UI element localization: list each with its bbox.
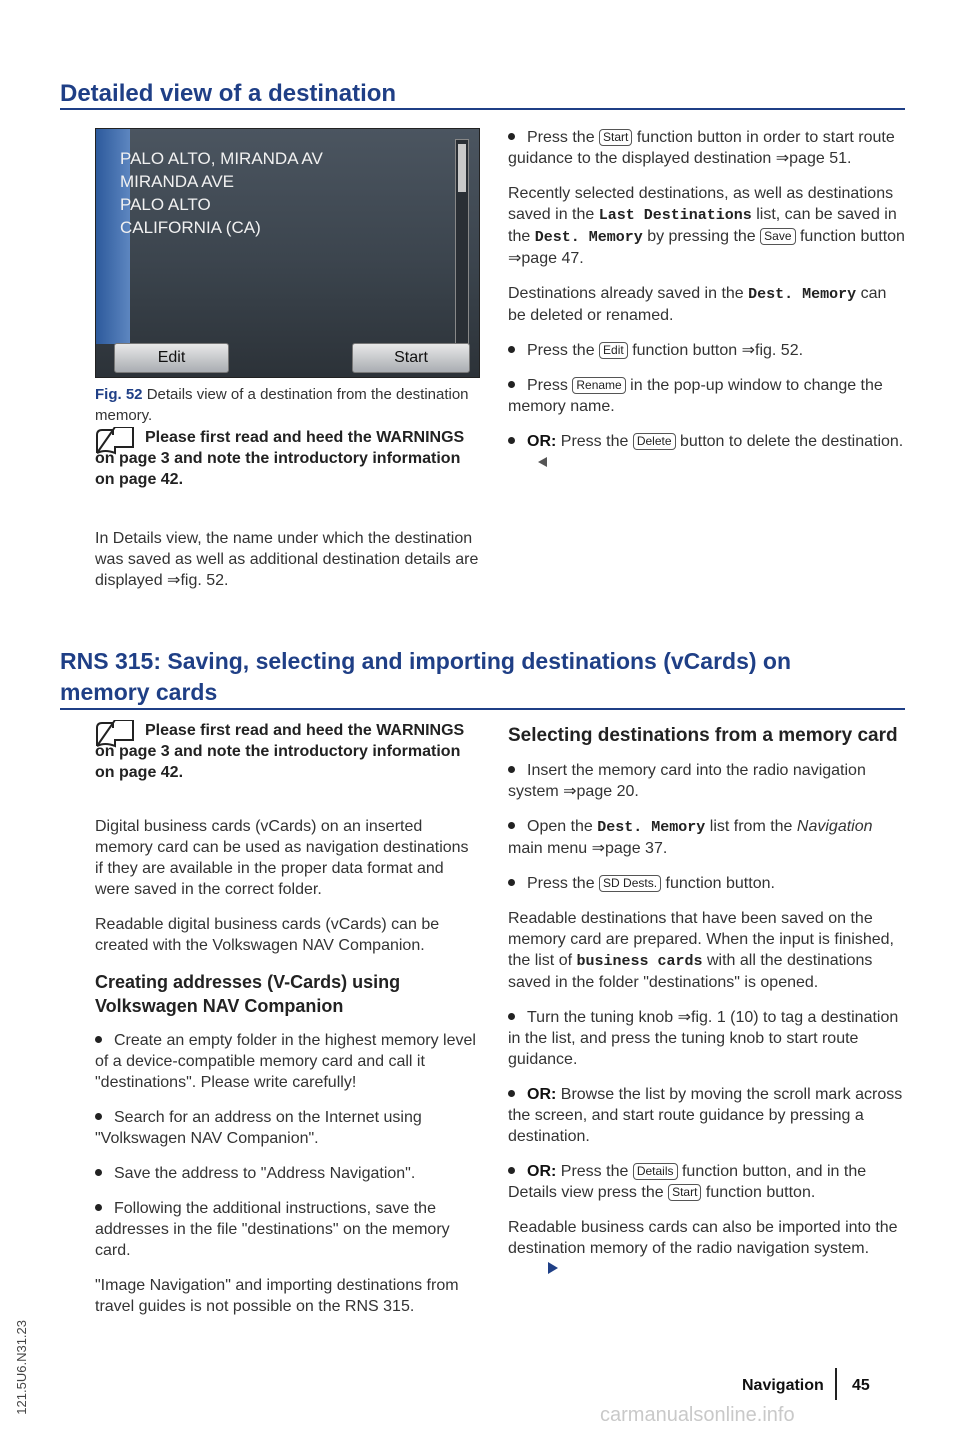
note-warnings: Please first read and heed the WARNINGS on page 3 and note the introductory information on page 42. <box>95 429 465 488</box>
bullet-rename: Press Rename in the pop-up window to change the memory name. <box>508 377 883 415</box>
save-key: Save <box>760 228 795 245</box>
sd-dests-key: SD Dests. <box>599 875 661 892</box>
list-item: Insert the memory card into the radio navigation system ⇒page 20. <box>508 762 866 800</box>
scroll-thumb[interactable] <box>458 144 466 192</box>
destination-details-screen <box>95 128 480 378</box>
section2-title: RNS 315: Saving, selecting and importing destinations (vCards) on memory cards <box>60 648 792 705</box>
list-item: Following the additional instructions, save the addresses in the file "destinations" on the memory card. <box>95 1200 450 1259</box>
image-navigation-paragraph: "Image Navigation" and importing destinations from travel guides is not possible on the RNS 315. <box>95 1277 459 1315</box>
edit-key: Edit <box>599 342 628 359</box>
figure-number: Fig. 52 <box>95 386 143 403</box>
details-key: Details <box>633 1163 678 1180</box>
bullet-delete: OR: Press the Delete button to delete the destination. <box>508 431 908 473</box>
edit-button[interactable]: Edit <box>114 343 229 373</box>
details-paragraph: In Details view, the name under which the destination was saved as well as additional destination details are displayed ⇒fig. 52. <box>95 530 479 589</box>
continue-arrow-icon <box>548 1262 558 1274</box>
section-title: Detailed view of a destination <box>60 80 397 107</box>
readable-paragraph: Readable destinations that have been saved on the memory card are prepared. When the input is finished, the list of business cards with all the destinations saved in the folder "destinations" is opened. <box>508 910 894 991</box>
selecting-subheading: Selecting destinations from a memory card <box>508 725 898 746</box>
list-item: OR: Browse the list by moving the scroll mark across the screen, and start route guidance by pressing a destination. <box>508 1086 903 1145</box>
rename-key: Rename <box>572 377 625 394</box>
watermark: carmanualsonline.info <box>600 1404 795 1426</box>
destination-line: PALO ALTO, MIRANDA AV <box>120 149 323 168</box>
footer-section: Navigation <box>742 1377 824 1394</box>
section2-right-column <box>508 724 908 1294</box>
start-key: Start <box>668 1184 701 1201</box>
section1-right-column <box>508 127 908 487</box>
destination-lines <box>120 147 323 239</box>
document-code: 121.5U6.N31.23 <box>14 1320 29 1415</box>
destination-line: PALO ALTO <box>120 195 211 214</box>
figure-caption-text: Details view of a destination from the destination memory. <box>95 386 469 424</box>
list-item: Create an empty folder in the highest memory level of a device-compatible memory card and call it "destinations". Please write carefully! <box>95 1032 476 1091</box>
delete-key: Delete <box>633 433 676 450</box>
destination-line: CALIFORNIA (CA) <box>120 218 261 237</box>
note-warnings-2: Please first read and heed the WARNINGS on page 3 and note the introductory information on page 42. <box>95 722 465 781</box>
bullet-edit: Press the Edit function button ⇒fig. 52. <box>508 340 908 361</box>
list-item: OR: Press the Details function button, and in the Details view press the Start function button. <box>508 1163 867 1201</box>
vcards-paragraph: Digital business cards (vCards) on an inserted memory card can be used as navigation destinations if they are available in the proper data format and were saved in the correct folder. <box>95 818 469 898</box>
delete-rename-paragraph: Destinations already saved in the Dest. Memory can be deleted or renamed. <box>508 285 887 324</box>
section-rule <box>60 108 905 110</box>
destination-line: MIRANDA AVE <box>120 172 234 191</box>
section2-rule <box>60 708 905 710</box>
list-item: Search for an address on the Internet using "Volkswagen NAV Companion". <box>95 1109 422 1147</box>
footer-divider <box>835 1368 837 1400</box>
list-item: Turn the tuning knob ⇒fig. 1 (10) to tag a destination in the list, and press the tuning knob to start route guidance. <box>508 1009 899 1068</box>
save-paragraph: Recently selected destinations, as well as destinations saved in the Last Destinations list, can be saved in the Dest. Memory by pressing the Save function button ⇒page 47. <box>508 185 905 267</box>
figure-caption <box>95 384 480 426</box>
bullet-start: Press the Start function button in order to start route guidance to the displayed destination ⇒page 51. <box>508 129 895 167</box>
list-item: Open the Dest. Memory list from the Navigation main menu ⇒page 37. <box>508 818 873 857</box>
creating-subheading: Creating addresses (V-Cards) using Volkswagen NAV Companion <box>95 972 401 1016</box>
list-item: Press the SD Dests. function button. <box>508 873 908 894</box>
section2-left-column <box>95 816 480 1331</box>
start-key: Start <box>599 129 632 146</box>
list-item: Save the address to "Address Navigation". <box>95 1163 480 1184</box>
import-paragraph: Readable business cards can also be imported into the destination memory of the radio navigation system. <box>508 1217 908 1280</box>
screen-scrollbar[interactable] <box>455 139 469 344</box>
companion-paragraph: Readable digital business cards (vCards) can be created with the Volkswagen NAV Companion. <box>95 916 440 954</box>
page-number: 45 <box>852 1377 870 1394</box>
back-arrow-icon <box>538 457 547 467</box>
start-button[interactable]: Start <box>352 343 470 373</box>
